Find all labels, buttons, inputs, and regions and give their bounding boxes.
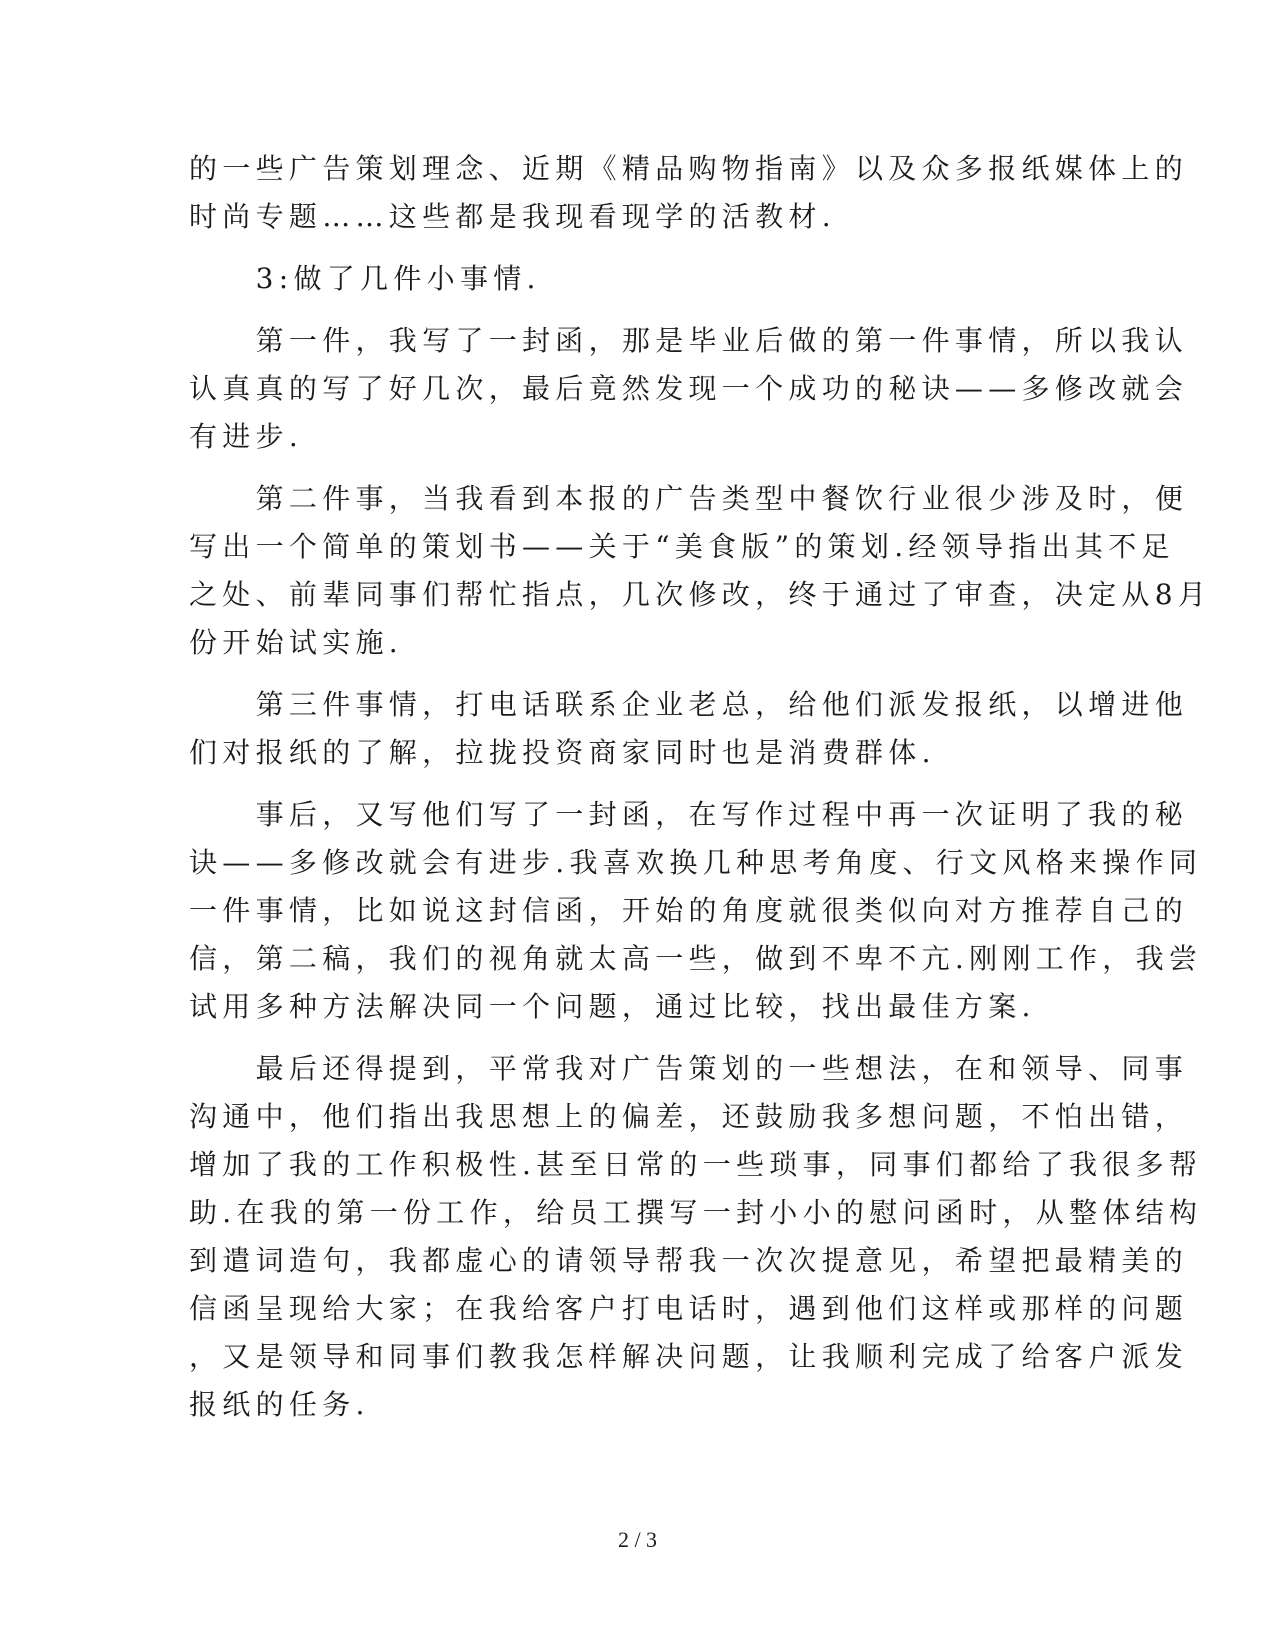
text-line: 第三件事情，打电话联系企业老总，给他们派发报纸，以增进他 (189, 688, 1189, 721)
page-number: 2 / 3 (617, 1527, 658, 1552)
text-line: 诀——多修改就会有进步.我喜欢换几种思考角度、行文风格来操作同 (189, 846, 1203, 879)
text-line: 们对报纸的了解，拉拢投资商家同时也是消费群体. (189, 736, 936, 769)
text-line: 之处、前辈同事们帮忙指点，几次修改，终于通过了审查，决定从8月 (189, 578, 1212, 611)
paragraph-3 (189, 317, 1189, 461)
text-line: 第一件，我写了一封函，那是毕业后做的第一件事情，所以我认 (189, 324, 1189, 357)
text-line: 认真真的写了好几次，最后竟然发现一个成功的秘诀——多修改就会 (189, 372, 1189, 405)
text-line: 的一些广告策划理念、近期《精品购物指南》以及众多报纸媒体上的 (189, 152, 1189, 185)
text-line: 增加了我的工作积极性.甚至日常的一些琐事，同事们都给了我很多帮 (189, 1148, 1203, 1181)
paragraph-5 (189, 681, 1189, 777)
text-line: 事后，又写他们写了一封函，在写作过程中再一次证明了我的秘 (189, 798, 1189, 831)
text-line: 3:做了几件小事情. (189, 262, 541, 295)
text-line: 助.在我的第一份工作，给员工撰写一封小小的慰问函时，从整体结构 (189, 1196, 1203, 1229)
paragraph-6 (189, 791, 1203, 1031)
text-line: 信函呈现给大家；在我给客户打电话时，遇到他们这样或那样的问题 (189, 1292, 1189, 1325)
text-line: 信，第二稿，我们的视角就太高一些，做到不卑不亢.刚刚工作，我尝 (189, 942, 1203, 975)
paragraph-2 (189, 255, 1069, 303)
text-line: 试用多种方法解决同一个问题，通过比较，找出最佳方案. (189, 990, 1036, 1023)
text-line: ，又是领导和同事们教我怎样解决问题，让我顺利完成了给客户派发 (189, 1340, 1189, 1373)
text-line: 第二件事，当我看到本报的广告类型中餐饮行业很少涉及时，便 (189, 482, 1189, 515)
text-line: 报纸的任务. (189, 1388, 370, 1421)
text-line: 有进步. (189, 420, 304, 453)
paragraph-7 (189, 1045, 1203, 1429)
text-line: 写出一个简单的策划书——关于“美食版”的策划.经领导指出其不足 (189, 530, 1175, 563)
text-line: 到遣词造句，我都虚心的请领导帮我一次次提意见，希望把最精美的 (189, 1244, 1189, 1277)
text-line: 一件事情，比如说这封信函，开始的角度就很类似向对方推荐自己的 (189, 894, 1189, 927)
text-line: 沟通中，他们指出我思想上的偏差，还鼓励我多想问题，不怕出错， (189, 1100, 1189, 1133)
document-body (189, 145, 1212, 1429)
text-line: 时尚专题……这些都是我现看现学的活教材. (189, 200, 836, 233)
paragraph-1 (189, 145, 1189, 241)
text-line: 份开始试实施. (189, 626, 404, 659)
text-line: 最后还得提到，平常我对广告策划的一些想法，在和领导、同事 (189, 1052, 1189, 1085)
paragraph-4 (189, 475, 1212, 667)
